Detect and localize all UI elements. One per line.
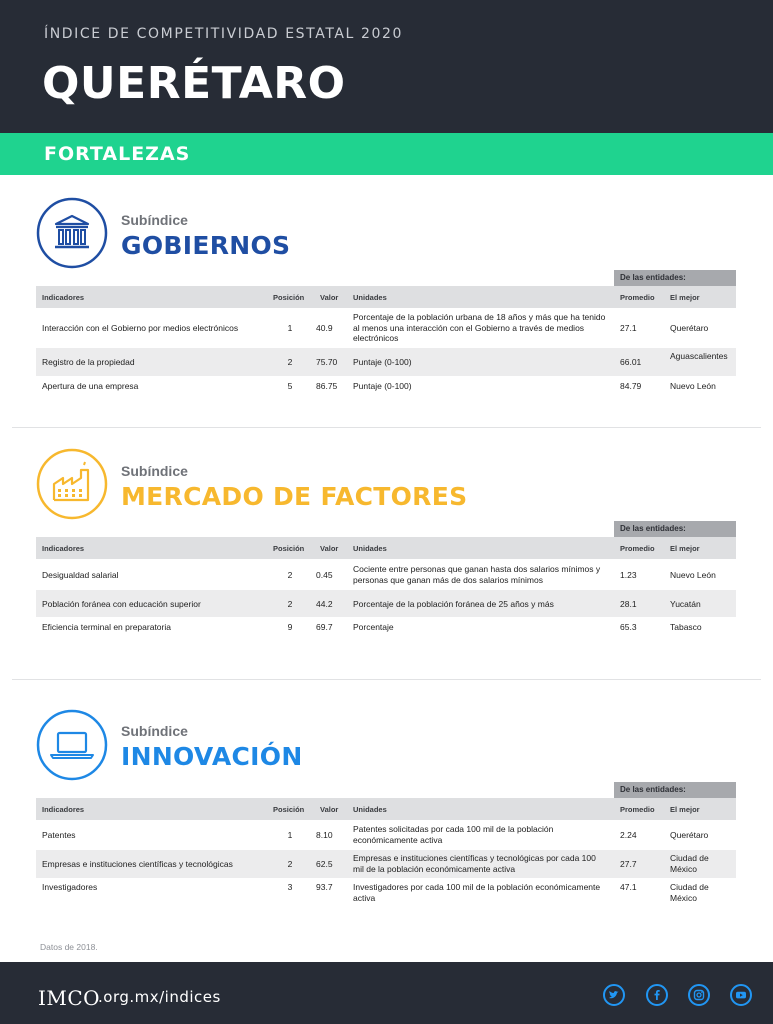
- page-footer: [0, 962, 773, 1024]
- table-row: [36, 878, 736, 906]
- cell-posicion: 2: [287, 357, 293, 367]
- section-divider: [12, 679, 761, 680]
- subindex-title: MERCADO DE FACTORES: [121, 482, 468, 511]
- cell-posicion: 2: [287, 859, 293, 869]
- cell-valor: 62.5: [316, 859, 333, 869]
- cell-mejor: Nuevo León: [670, 570, 716, 580]
- table-row: [36, 820, 736, 850]
- col-mejor: El mejor: [670, 293, 700, 302]
- table-row: [36, 348, 736, 376]
- cell-mejor: Tabasco: [670, 622, 702, 632]
- col-indicadores: Indicadores: [42, 544, 85, 553]
- cell-promedio: 66.01: [620, 357, 642, 367]
- cell-indicador: Eficiencia terminal en preparatoria: [42, 622, 171, 632]
- col-posicion: Posición: [273, 805, 305, 814]
- col-posicion: Posición: [273, 293, 305, 302]
- entities-header: De las entidades:: [614, 270, 736, 286]
- table-row: [36, 376, 736, 398]
- section-band: [0, 133, 773, 175]
- cell-unidades: Empresas e instituciones científicas y tecnológicas por cada 100 mil de la población económicamente activa: [353, 853, 596, 874]
- cell-posicion: 3: [287, 882, 293, 892]
- twitter-icon[interactable]: [603, 984, 625, 1006]
- cell-valor: 0.45: [316, 570, 333, 580]
- section-divider: [12, 427, 761, 428]
- cell-mejor: Aguascalientes: [670, 351, 728, 361]
- cell-valor: 69.7: [316, 622, 333, 632]
- cell-unidades: Porcentaje de la población foránea de 25 años y más: [353, 599, 554, 609]
- cell-indicador: Patentes: [42, 830, 76, 840]
- cell-valor: 40.9: [316, 323, 333, 333]
- cell-mejor: Yucatán: [670, 599, 701, 609]
- footer-url[interactable]: .org.mx/indices: [98, 988, 221, 1006]
- cell-unidades: Porcentaje: [353, 622, 394, 632]
- col-indicadores: Indicadores: [42, 805, 85, 814]
- cell-posicion: 1: [287, 830, 293, 840]
- table-row: [36, 559, 736, 590]
- table-header: [36, 286, 736, 308]
- cell-unidades: Investigadores por cada 100 mil de la población económicamente activa: [353, 882, 601, 903]
- cell-promedio: 27.1: [620, 323, 637, 333]
- cell-promedio: 84.79: [620, 381, 642, 391]
- subindex-label: Subíndice: [121, 463, 188, 479]
- col-posicion: Posición: [273, 544, 305, 553]
- table-row: [36, 308, 736, 348]
- table-row: [36, 617, 736, 639]
- cell-unidades: Patentes solicitadas por cada 100 mil de la población económicamente activa: [353, 824, 554, 845]
- page-header: [0, 0, 773, 133]
- cell-indicador: Registro de la propiedad: [42, 357, 135, 367]
- cell-indicador: Desigualdad salarial: [42, 570, 119, 580]
- table-header: [36, 798, 736, 820]
- data-note: Datos de 2018.: [40, 942, 98, 952]
- col-unidades: Unidades: [353, 544, 387, 553]
- cell-promedio: 28.1: [620, 599, 637, 609]
- cell-valor: 86.75: [316, 381, 338, 391]
- cell-promedio: 47.1: [620, 882, 637, 892]
- table-row: [36, 850, 736, 878]
- col-valor: Valor: [320, 805, 339, 814]
- cell-promedio: 27.7: [620, 859, 637, 869]
- cell-mejor: Querétaro: [670, 830, 709, 840]
- subindex-title: INNOVACIÓN: [121, 742, 303, 771]
- col-promedio: Promedio: [620, 805, 655, 814]
- cell-unidades: Puntaje (0-100): [353, 357, 412, 367]
- cell-mejor: Ciudad de México: [670, 882, 709, 903]
- col-mejor: El mejor: [670, 544, 700, 553]
- cell-unidades: Cociente entre personas que ganan hasta dos salarios mínimos y personas que ganan más de dos salarios mínimos: [353, 564, 601, 585]
- report-kicker: ÍNDICE DE COMPETITIVIDAD ESTATAL 2020: [44, 26, 404, 42]
- table-row: [36, 590, 736, 617]
- page-title: QUERÉTARO: [42, 58, 346, 109]
- cell-indicador: Empresas e instituciones científicas y tecnológicas: [42, 859, 233, 869]
- cell-valor: 8.10: [316, 830, 333, 840]
- entities-header: De las entidades:: [614, 521, 736, 537]
- imco-logo: IMCO: [38, 986, 101, 1010]
- facebook-icon[interactable]: [646, 984, 668, 1006]
- col-mejor: El mejor: [670, 805, 700, 814]
- cell-mejor: Querétaro: [670, 323, 709, 333]
- cell-indicador: Apertura de una empresa: [42, 381, 139, 391]
- subindex-label: Subíndice: [121, 212, 188, 228]
- cell-unidades: Puntaje (0-100): [353, 381, 412, 391]
- laptop-icon: [36, 709, 108, 781]
- entities-header: De las entidades:: [614, 782, 736, 798]
- government-building-icon: [36, 197, 108, 269]
- cell-indicador: Población foránea con educación superior: [42, 599, 201, 609]
- cell-posicion: 5: [287, 381, 293, 391]
- cell-posicion: 2: [287, 599, 293, 609]
- cell-valor: 44.2: [316, 599, 333, 609]
- cell-indicador: Interacción con el Gobierno por medios electrónicos: [42, 323, 239, 333]
- cell-posicion: 9: [287, 622, 293, 632]
- cell-mejor: Ciudad de México: [670, 853, 709, 874]
- cell-indicador: Investigadores: [42, 882, 98, 892]
- subindex-title: GOBIERNOS: [121, 231, 291, 260]
- subindex-label: Subíndice: [121, 723, 188, 739]
- factory-icon: [36, 448, 108, 520]
- cell-mejor: Nuevo León: [670, 381, 716, 391]
- band-label: FORTALEZAS: [44, 143, 191, 165]
- cell-posicion: 2: [287, 570, 293, 580]
- col-unidades: Unidades: [353, 805, 387, 814]
- col-valor: Valor: [320, 544, 339, 553]
- cell-promedio: 2.24: [620, 830, 637, 840]
- cell-valor: 93.7: [316, 882, 333, 892]
- youtube-icon[interactable]: [730, 984, 752, 1006]
- col-unidades: Unidades: [353, 293, 387, 302]
- table-header: [36, 537, 736, 559]
- cell-posicion: 1: [287, 323, 293, 333]
- cell-unidades: Porcentaje de la población urbana de 18 años y más que ha tenido al menos una interacción con el Gobierno a través de medios electrónicos: [353, 312, 606, 343]
- instagram-icon[interactable]: [688, 984, 710, 1006]
- cell-promedio: 1.23: [620, 570, 637, 580]
- col-indicadores: Indicadores: [42, 293, 85, 302]
- col-promedio: Promedio: [620, 544, 655, 553]
- cell-promedio: 65.3: [620, 622, 637, 632]
- col-promedio: Promedio: [620, 293, 655, 302]
- cell-valor: 75.70: [316, 357, 338, 367]
- col-valor: Valor: [320, 293, 339, 302]
